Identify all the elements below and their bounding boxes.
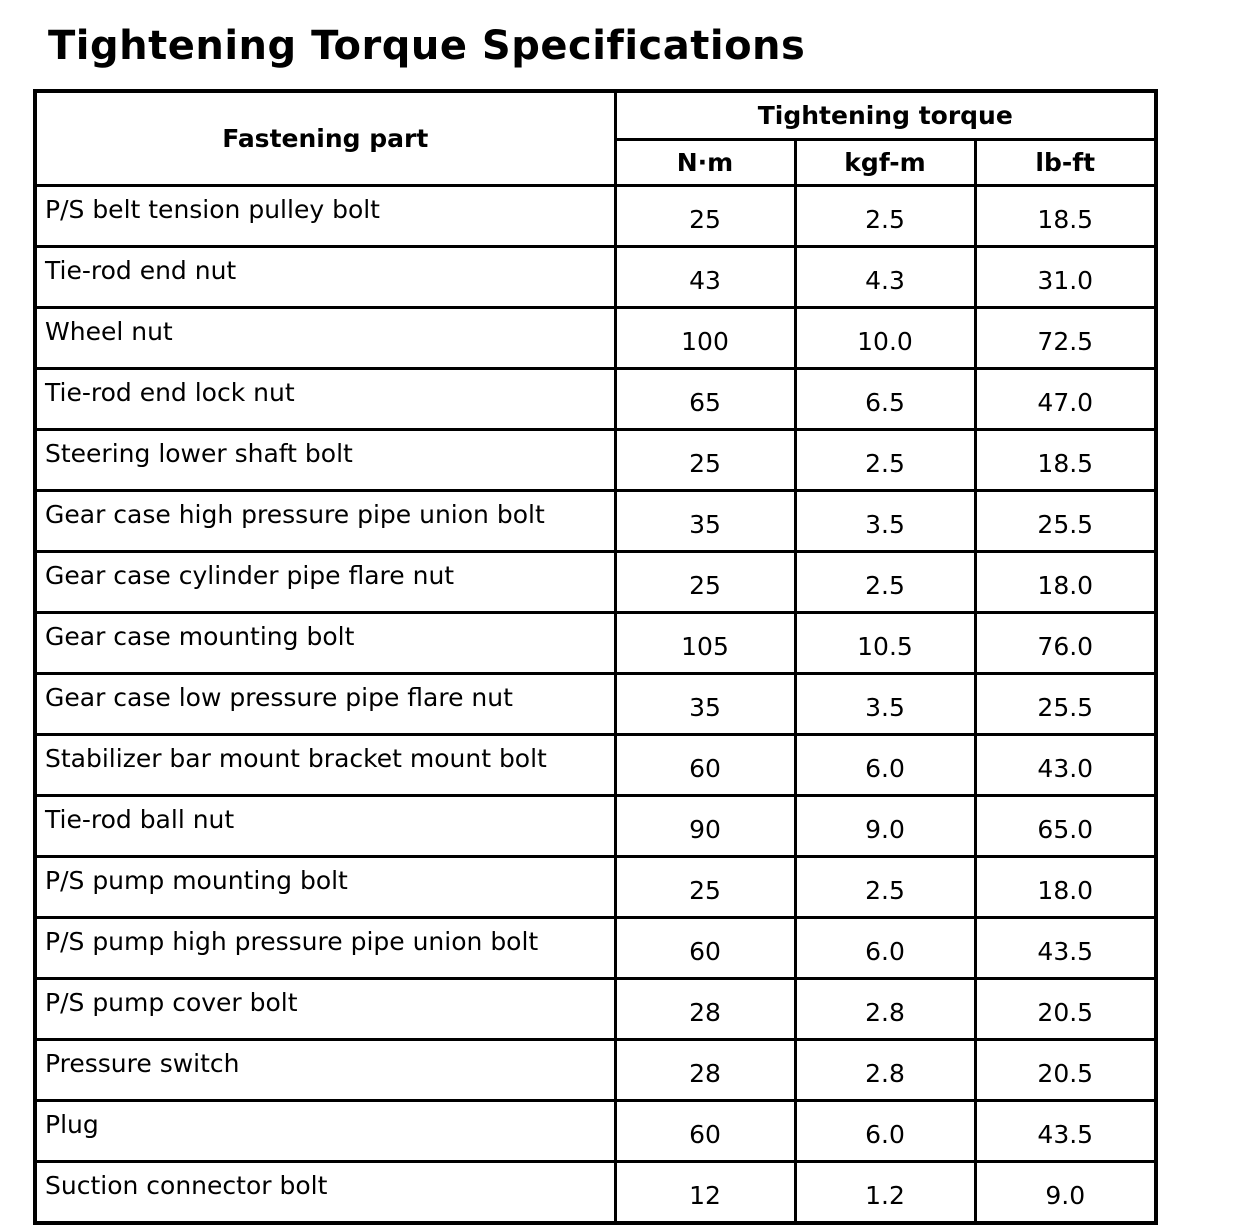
fastening-part-cell: P/S belt tension pulley bolt <box>35 186 615 247</box>
nm-value-cell: 28 <box>615 1040 795 1101</box>
table-row <box>35 674 1156 735</box>
table-row <box>35 1101 1156 1162</box>
fastening-part-cell: Gear case mounting bolt <box>35 613 615 674</box>
lbft-value-cell: 43.5 <box>975 918 1156 979</box>
table-row <box>35 1040 1156 1101</box>
lbft-value-cell: 25.5 <box>975 491 1156 552</box>
lbft-value-cell: 31.0 <box>975 247 1156 308</box>
kgfm-value-cell: 2.5 <box>795 430 975 491</box>
nm-value-cell: 35 <box>615 674 795 735</box>
kgfm-value-cell: 3.5 <box>795 491 975 552</box>
kgfm-value-cell: 2.8 <box>795 1040 975 1101</box>
kgfm-value-cell: 2.5 <box>795 186 975 247</box>
kgfm-value-cell: 3.5 <box>795 674 975 735</box>
lbft-value-cell: 65.0 <box>975 796 1156 857</box>
fastening-part-cell: Suction connector bolt <box>35 1162 615 1224</box>
kgfm-value-cell: 1.2 <box>795 1162 975 1224</box>
fastening-part-cell: Plug <box>35 1101 615 1162</box>
fastening-part-cell: Wheel nut <box>35 308 615 369</box>
lbft-value-cell: 20.5 <box>975 1040 1156 1101</box>
fastening-part-cell: Gear case cylinder pipe flare nut <box>35 552 615 613</box>
kgfm-value-cell: 10.0 <box>795 308 975 369</box>
nm-value-cell: 12 <box>615 1162 795 1224</box>
nm-value-cell: 60 <box>615 918 795 979</box>
lbft-value-cell: 43.0 <box>975 735 1156 796</box>
kgfm-value-cell: 2.8 <box>795 979 975 1040</box>
fastening-part-cell: Gear case high pressure pipe union bolt <box>35 491 615 552</box>
fastening-part-cell: Pressure switch <box>35 1040 615 1101</box>
lbft-value-cell: 18.0 <box>975 857 1156 918</box>
fastening-part-cell: Gear case low pressure pipe flare nut <box>35 674 615 735</box>
table-row <box>35 857 1156 918</box>
lbft-value-cell: 47.0 <box>975 369 1156 430</box>
table-row <box>35 430 1156 491</box>
nm-value-cell: 25 <box>615 857 795 918</box>
table-row <box>35 735 1156 796</box>
kgfm-value-cell: 6.5 <box>795 369 975 430</box>
kgfm-value-cell: 9.0 <box>795 796 975 857</box>
lbft-value-cell: 76.0 <box>975 613 1156 674</box>
nm-value-cell: 25 <box>615 552 795 613</box>
nm-value-cell: 60 <box>615 735 795 796</box>
kgfm-value-cell: 6.0 <box>795 1101 975 1162</box>
kgfm-value-cell: 6.0 <box>795 918 975 979</box>
table-row <box>35 369 1156 430</box>
nm-value-cell: 60 <box>615 1101 795 1162</box>
nm-value-cell: 43 <box>615 247 795 308</box>
nm-value-cell: 90 <box>615 796 795 857</box>
column-header-tightening-torque: Tightening torque <box>615 91 1156 140</box>
nm-value-cell: 105 <box>615 613 795 674</box>
fastening-part-cell: Stabilizer bar mount bracket mount bolt <box>35 735 615 796</box>
column-header-fastening-part: Fastening part <box>35 91 615 186</box>
lbft-value-cell: 25.5 <box>975 674 1156 735</box>
fastening-part-cell: P/S pump mounting bolt <box>35 857 615 918</box>
table-body <box>35 186 1156 1224</box>
table-row <box>35 491 1156 552</box>
lbft-value-cell: 43.5 <box>975 1101 1156 1162</box>
table-row <box>35 918 1156 979</box>
torque-spec-table <box>33 89 1158 1225</box>
fastening-part-cell: P/S pump cover bolt <box>35 979 615 1040</box>
kgfm-value-cell: 2.5 <box>795 552 975 613</box>
lbft-value-cell: 18.0 <box>975 552 1156 613</box>
table-row <box>35 1162 1156 1224</box>
fastening-part-cell: Tie-rod end lock nut <box>35 369 615 430</box>
nm-value-cell: 35 <box>615 491 795 552</box>
kgfm-value-cell: 10.5 <box>795 613 975 674</box>
kgfm-value-cell: 4.3 <box>795 247 975 308</box>
lbft-value-cell: 18.5 <box>975 186 1156 247</box>
table-row <box>35 796 1156 857</box>
column-header-kgfm: kgf-m <box>795 140 975 186</box>
page-title: Tightening Torque Specifications <box>48 23 806 69</box>
table-row <box>35 613 1156 674</box>
table-row <box>35 308 1156 369</box>
lbft-value-cell: 9.0 <box>975 1162 1156 1224</box>
column-header-lbft: lb-ft <box>975 140 1156 186</box>
fastening-part-cell: P/S pump high pressure pipe union bolt <box>35 918 615 979</box>
table-row <box>35 979 1156 1040</box>
table-row <box>35 552 1156 613</box>
table-row <box>35 186 1156 247</box>
lbft-value-cell: 72.5 <box>975 308 1156 369</box>
fastening-part-cell: Steering lower shaft bolt <box>35 430 615 491</box>
kgfm-value-cell: 2.5 <box>795 857 975 918</box>
nm-value-cell: 25 <box>615 186 795 247</box>
fastening-part-cell: Tie-rod end nut <box>35 247 615 308</box>
lbft-value-cell: 20.5 <box>975 979 1156 1040</box>
nm-value-cell: 100 <box>615 308 795 369</box>
kgfm-value-cell: 6.0 <box>795 735 975 796</box>
lbft-value-cell: 18.5 <box>975 430 1156 491</box>
column-header-nm: N·m <box>615 140 795 186</box>
nm-value-cell: 25 <box>615 430 795 491</box>
table-row <box>35 247 1156 308</box>
nm-value-cell: 65 <box>615 369 795 430</box>
fastening-part-cell: Tie-rod ball nut <box>35 796 615 857</box>
nm-value-cell: 28 <box>615 979 795 1040</box>
